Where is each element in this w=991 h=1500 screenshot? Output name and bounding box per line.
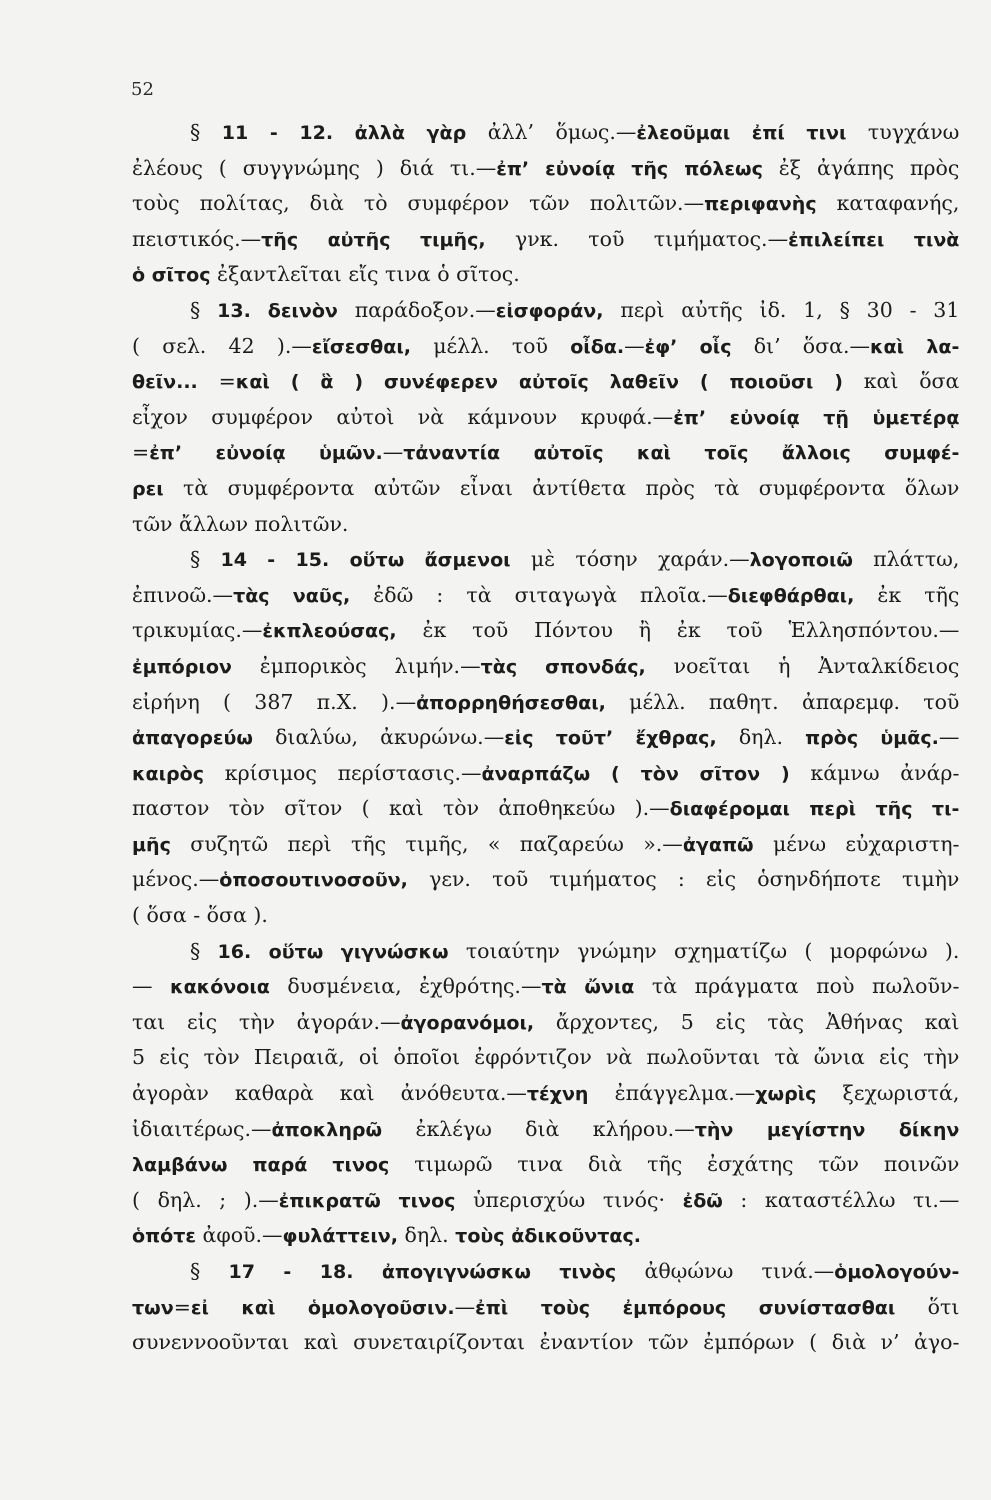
lemma-text: διεφθάρθαι, bbox=[727, 584, 855, 607]
gloss-text: § bbox=[190, 938, 218, 963]
lemma-text: ἐπικρατῶ τινος bbox=[278, 1189, 456, 1212]
line-content bbox=[132, 618, 959, 642]
gloss-text: τοιαύτην γνώμην σχηματίζω ( μορφώνω ). bbox=[448, 938, 960, 963]
gloss-text: § bbox=[190, 120, 222, 144]
text-line bbox=[132, 115, 960, 151]
line-content bbox=[132, 654, 959, 678]
gloss-text: συζητῶ περὶ τῆς τιμῆς, « παζαρεύω ».— bbox=[170, 831, 683, 856]
gloss-text: ται εἰς τὴν ἀγοράν.— bbox=[132, 1009, 401, 1034]
line-content bbox=[132, 1152, 959, 1176]
text-line bbox=[132, 364, 960, 400]
lemma-text: καιρὸς bbox=[132, 762, 205, 785]
gloss-text: τῶν ἄλλων πολιτῶν. bbox=[132, 511, 349, 536]
gloss-text: — bbox=[132, 974, 171, 999]
lemma-text: ἐφ’ οἷς bbox=[644, 335, 732, 358]
gloss-text: συνεννοοῦνται καὶ συνεταιρίζονται ἐναντίον τῶν ἐμπόρων ( διὰ ν’ ἀγο- bbox=[132, 1330, 960, 1355]
line-content bbox=[132, 1223, 641, 1247]
gloss-text: = bbox=[173, 1294, 191, 1319]
gloss-text: ἐκλέγω διὰ κλήρου.— bbox=[382, 1116, 695, 1141]
lemma-text: ἐπ’ εὐνοίᾳ ὑμῶν. bbox=[149, 442, 383, 465]
gloss-text: μέλλ. παθητ. ἀπαρεμφ. τοῦ bbox=[605, 689, 960, 714]
lemma-text: οἶδα. bbox=[570, 335, 625, 358]
line-content bbox=[132, 1330, 959, 1354]
lemma-text: ἐπ’ εὐνοίᾳ τῇ ὑμετέρᾳ bbox=[673, 406, 960, 429]
gloss-text: ἐλέους ( συγγνώμης ) διά τι.— bbox=[132, 155, 497, 180]
gloss-text: ἰδιαιτέρως.— bbox=[132, 1116, 272, 1141]
gloss-text: πλάττω, bbox=[852, 547, 960, 572]
gloss-text: δυσμένεια, ἐχθρότης.— bbox=[269, 974, 542, 999]
gloss-text: ἀγορὰν καθαρὰ καὶ ἀνόθευτα.— bbox=[132, 1081, 527, 1106]
text-line bbox=[132, 934, 960, 970]
gloss-text: ( σελ. 42 ).— bbox=[132, 333, 312, 358]
line-content bbox=[132, 405, 959, 429]
lemma-text: εἰσφοράν, bbox=[495, 299, 604, 322]
lemma-text: ὁμολογούν- bbox=[834, 1261, 960, 1283]
commentary-paragraph bbox=[132, 293, 960, 542]
gloss-text: ἐξ ἀγάπης πρὸς bbox=[762, 155, 960, 180]
page-number: 52 bbox=[131, 79, 154, 100]
text-line bbox=[132, 649, 960, 685]
gloss-text: εἶχον συμφέρον αὐτοὶ νὰ κάμνουν κρυφά.— bbox=[132, 404, 674, 429]
text-line bbox=[132, 1218, 960, 1254]
lemma-text: τἀναντία αὐτοῖς καὶ τοῖς ἄλλοις συμφέ- bbox=[403, 442, 960, 465]
text-line bbox=[132, 507, 960, 543]
text-line bbox=[132, 1325, 960, 1361]
gloss-text: § bbox=[190, 547, 221, 572]
lemma-text: 17 - 18. ἀπογιγνώσκω τινὸς bbox=[228, 1261, 617, 1283]
gloss-text: κάμνω ἀνάρ- bbox=[789, 760, 960, 785]
lemma-text: λογοποιῶ bbox=[749, 549, 853, 572]
lemma-text: τὰς σπονδάς, bbox=[480, 655, 646, 678]
line-content bbox=[190, 1259, 959, 1283]
text-line bbox=[132, 471, 960, 507]
line-content bbox=[132, 583, 959, 607]
lemma-text: τέχνη bbox=[526, 1083, 589, 1106]
gloss-text: τοὺς πολίτας, διὰ τὸ συμφέρον τῶν πολιτῶν.— bbox=[132, 191, 705, 216]
lemma-text: 11 - 12. ἀλλὰ γὰρ bbox=[221, 122, 467, 144]
lemma-text: ἐπιλείπει τινὰ bbox=[788, 228, 960, 251]
text-line bbox=[132, 542, 960, 578]
text-line bbox=[132, 827, 960, 863]
line-content bbox=[132, 1081, 959, 1105]
line-content bbox=[132, 369, 959, 393]
gloss-text: νοεῖται ἡ Ἀνταλκίδειος bbox=[645, 653, 960, 678]
lemma-text: τὰς ναῦς, bbox=[233, 584, 351, 607]
line-content bbox=[132, 156, 959, 180]
gloss-text: — bbox=[938, 725, 960, 750]
gloss-text: = bbox=[197, 369, 236, 394]
gloss-text: ἐμπορικὸς λιμήν.— bbox=[231, 653, 481, 678]
text-line bbox=[132, 435, 960, 471]
lemma-text: κακόνοια bbox=[170, 976, 270, 999]
line-content bbox=[132, 1117, 959, 1141]
gloss-text: τυγχάνω bbox=[846, 120, 960, 144]
text-line bbox=[132, 1040, 960, 1076]
line-content bbox=[132, 262, 520, 286]
lemma-text: ἐκπλεούσας, bbox=[262, 620, 397, 643]
gloss-text: καταφανής, bbox=[816, 191, 960, 216]
gloss-text: ξεχωριστά, bbox=[816, 1081, 960, 1106]
lemma-text: χωρὶς bbox=[755, 1083, 817, 1106]
text-line bbox=[132, 1112, 960, 1148]
gloss-text: ( ὅσα - ὅσα ). bbox=[132, 903, 268, 928]
line-content bbox=[132, 1010, 959, 1034]
gloss-text: γεν. τοῦ τιμήματος : εἰς ὁσηνδήποτε τιμὴν bbox=[407, 867, 960, 892]
text-line bbox=[132, 1183, 960, 1219]
line-content bbox=[132, 832, 959, 856]
gloss-text: — bbox=[454, 1294, 476, 1319]
gloss-text: ἐξαντλεῖται εἴς τινα ὁ σῖτος. bbox=[210, 262, 520, 287]
lemma-text: ἀναρπάζω ( τὸν σῖτον ) bbox=[481, 762, 790, 785]
lemma-text: ἀγορανόμοι, bbox=[400, 1011, 535, 1034]
gloss-text: ἀθῳώνω τινά.— bbox=[616, 1259, 835, 1283]
gloss-text: § bbox=[190, 1259, 229, 1283]
lemma-text: εἰς τοῦτ’ ἔχθρας, bbox=[504, 727, 717, 750]
line-content bbox=[132, 1045, 959, 1069]
text-line bbox=[132, 1290, 960, 1326]
lemma-text: 14 - 15. οὕτω ἄσμενοι bbox=[220, 549, 511, 572]
lemma-text: ὁποσουτινοσοῦν, bbox=[219, 869, 408, 892]
gloss-text: = bbox=[132, 440, 150, 465]
lemma-text: των bbox=[132, 1296, 174, 1319]
gloss-text: περὶ αὐτῆς ἰδ. 1, § 30 - 31 bbox=[603, 297, 960, 322]
text-line bbox=[132, 151, 960, 187]
line-content bbox=[132, 725, 959, 749]
text-line bbox=[132, 791, 960, 827]
line-content bbox=[190, 298, 959, 322]
text-line bbox=[132, 685, 960, 721]
lemma-text: ὁπότε bbox=[132, 1225, 196, 1248]
gloss-text: μένος.— bbox=[132, 867, 220, 892]
text-line bbox=[132, 756, 960, 792]
text-line bbox=[132, 1076, 960, 1112]
line-content bbox=[132, 1295, 959, 1319]
gloss-text: δηλ. bbox=[716, 725, 806, 750]
line-content bbox=[132, 867, 959, 891]
gloss-text: ἄρχοντες, 5 εἰς τὰς Ἀθήνας καὶ bbox=[534, 1009, 960, 1034]
lemma-text: ἀποκληρῶ bbox=[271, 1118, 383, 1141]
gloss-text: ὅτι bbox=[895, 1294, 960, 1319]
line-content bbox=[132, 334, 959, 358]
lemma-text: καὶ λα- bbox=[870, 335, 960, 358]
gloss-text: διαλύω, ἀκυρώνω.— bbox=[252, 725, 505, 750]
commentary-paragraph bbox=[132, 1254, 960, 1361]
gloss-text: ὑπερισχύω τινός· bbox=[455, 1187, 683, 1212]
gloss-text: τιμωρῶ τινα διὰ τῆς ἐσχάτης τῶν ποινῶν bbox=[389, 1152, 960, 1177]
gloss-text: ἐκ τῆς bbox=[854, 582, 960, 607]
text-line bbox=[132, 400, 960, 436]
gloss-text: δι’ ὅσα.— bbox=[731, 333, 870, 358]
gloss-text: ἐδῶ : τὰ σιταγωγὰ πλοῖα.— bbox=[350, 582, 728, 607]
lemma-text: ἀγαπῶ bbox=[682, 833, 754, 856]
line-content bbox=[190, 120, 959, 144]
lemma-text: ἐμπόριον bbox=[132, 655, 232, 678]
commentary-text bbox=[132, 115, 960, 1361]
lemma-text: λαμβάνω παρά τινος bbox=[132, 1154, 390, 1177]
text-line bbox=[132, 1147, 960, 1183]
text-line bbox=[132, 578, 960, 614]
lemma-text: 16. οὕτω γιγνώσκω bbox=[217, 940, 449, 963]
commentary-paragraph bbox=[132, 115, 960, 293]
lemma-text: ὁ σῖτος bbox=[132, 264, 211, 287]
gloss-text: τρικυμίας.— bbox=[132, 618, 263, 643]
gloss-text: ἀφοῦ.— bbox=[196, 1223, 283, 1248]
line-content bbox=[190, 939, 959, 963]
gloss-text: μέλλ. τοῦ bbox=[410, 333, 571, 358]
line-content bbox=[132, 227, 959, 251]
line-content bbox=[132, 476, 959, 500]
lemma-text: ἀπαγορεύω bbox=[132, 727, 253, 750]
lemma-text: πρὸς ὑμᾶς. bbox=[805, 727, 939, 750]
line-content bbox=[132, 191, 959, 215]
gloss-text: ἀλλ’ ὅμως.— bbox=[466, 120, 637, 144]
text-line bbox=[132, 222, 960, 258]
text-line bbox=[132, 1005, 960, 1041]
lemma-text: τὰ ὤνια bbox=[541, 976, 635, 999]
lemma-text: ἐλεοῦμαι ἐπί τινι bbox=[636, 122, 847, 144]
lemma-text: θεῖν... bbox=[132, 371, 198, 394]
text-line bbox=[132, 293, 960, 329]
gloss-text: ἐκ τοῦ Πόντου ἢ ἐκ τοῦ Ἑλλησπόντου.— bbox=[396, 618, 960, 643]
line-content bbox=[190, 547, 959, 571]
line-content bbox=[132, 903, 268, 927]
lemma-text: τῆς αὐτῆς τιμῆς, bbox=[261, 228, 486, 251]
line-content bbox=[132, 512, 348, 536]
gloss-text: § bbox=[190, 297, 218, 322]
line-content bbox=[132, 1188, 959, 1212]
line-content bbox=[132, 690, 959, 714]
lemma-text: ἀπορρηθήσεσθαι, bbox=[416, 691, 606, 714]
text-line bbox=[132, 613, 960, 649]
text-line bbox=[132, 862, 960, 898]
gloss-text: παστον τὸν σῖτον ( καὶ τὸν ἀποθηκεύω ).— bbox=[132, 796, 670, 821]
text-line bbox=[132, 1254, 960, 1290]
lemma-text: ἐπὶ τοὺς ἐμπόρους συνίστασθαι bbox=[475, 1296, 896, 1319]
text-line bbox=[132, 720, 960, 756]
gloss-text: μὲ τόσην χαράν.— bbox=[510, 547, 750, 572]
line-content bbox=[132, 440, 959, 464]
lemma-text: τοὺς ἀδικοῦντας. bbox=[455, 1225, 642, 1248]
gloss-text: δηλ. bbox=[398, 1223, 456, 1248]
commentary-paragraph bbox=[132, 934, 960, 1254]
text-line bbox=[132, 257, 960, 293]
gloss-text: πειστικός.— bbox=[132, 226, 262, 251]
lemma-text: εἴσεσθαι, bbox=[311, 335, 411, 358]
gloss-text: 5 εἰς τὸν Πειραιᾶ, οἱ ὁποῖοι ἐφρόντιζον νὰ πωλοῦνται τὰ ὤνια εἰς τὴν bbox=[132, 1045, 960, 1070]
gloss-text: ἐπάγγελμα.— bbox=[588, 1081, 756, 1106]
gloss-text: ( δηλ. ; ).— bbox=[132, 1187, 279, 1212]
gloss-text: κρίσιμος περίστασις.— bbox=[204, 760, 482, 785]
text-line bbox=[132, 329, 960, 365]
gloss-text: τὰ πράγματα ποὺ πωλοῦν- bbox=[634, 974, 960, 999]
lemma-text: εἰ καὶ ὁμολογοῦσιν. bbox=[190, 1296, 455, 1319]
text-line bbox=[132, 186, 960, 222]
text-line bbox=[132, 969, 960, 1005]
gloss-text: : καταστέλλω τι.— bbox=[722, 1187, 960, 1212]
lemma-text: μῆς bbox=[132, 833, 171, 856]
lemma-text: τὴν μεγίστην δίκην bbox=[694, 1118, 960, 1141]
lemma-text: ρει bbox=[132, 477, 164, 500]
gloss-text: — bbox=[624, 333, 645, 358]
lemma-text: καὶ ( ἃ ) συνέφερεν αὐτοῖς λαθεῖν ( ποιοῦσι ) bbox=[235, 371, 843, 394]
gloss-text: μένω εὐχαριστη- bbox=[753, 831, 960, 856]
text-line bbox=[132, 898, 960, 934]
line-content bbox=[132, 974, 959, 998]
gloss-text: γνκ. τοῦ τιμήματος.— bbox=[485, 226, 789, 251]
gloss-text: καὶ ὅσα bbox=[842, 369, 960, 394]
gloss-text: ἐπινοῶ.— bbox=[132, 582, 234, 607]
lemma-text: 13. δεινὸν bbox=[217, 299, 338, 322]
line-content bbox=[132, 761, 959, 785]
lemma-text: ἐπ’ εὐνοίᾳ τῆς πόλεως bbox=[496, 157, 763, 180]
gloss-text: τὰ συμφέροντα αὐτῶν εἶναι ἀντίθετα πρὸς τὰ συμφέροντα ὅλων bbox=[163, 475, 960, 500]
line-content bbox=[132, 796, 959, 820]
gloss-text: παράδοξον.— bbox=[337, 297, 496, 322]
lemma-text: διαφέρομαι περὶ τῆς τι- bbox=[669, 798, 960, 821]
lemma-text: ἐδῶ bbox=[682, 1189, 723, 1212]
lemma-text: περιφανὴς bbox=[704, 193, 817, 216]
lemma-text: φυλάττειν, bbox=[282, 1225, 398, 1248]
gloss-text: — bbox=[382, 440, 404, 465]
gloss-text: εἰρήνη ( 387 π.Χ. ).— bbox=[132, 689, 417, 714]
commentary-paragraph bbox=[132, 542, 960, 934]
